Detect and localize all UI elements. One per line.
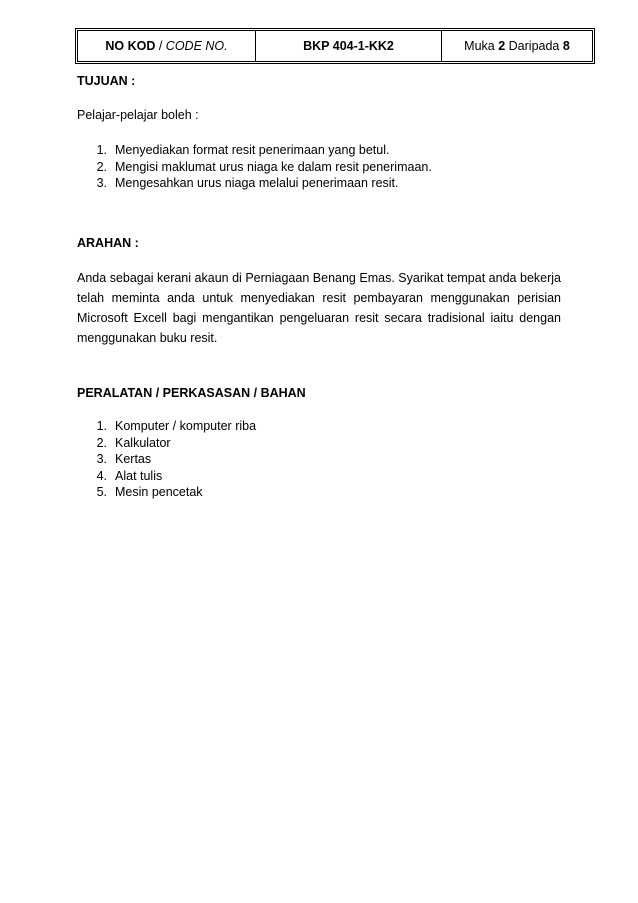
list-item: [77, 484, 256, 501]
list-item-text: Menyediakan format resit penerimaan yang betul.: [115, 143, 390, 157]
list-item-number: 4.: [96, 468, 107, 483]
arahan-heading: ARAHAN :: [77, 236, 139, 250]
list-item-text: Komputer / komputer riba: [115, 419, 257, 433]
list-item-text: Mesin pencetak: [115, 485, 203, 499]
list-item-number: 1.: [96, 143, 107, 157]
page-number-cell: [442, 31, 592, 61]
list-item-number: 2.: [96, 435, 107, 450]
list-item: [77, 159, 432, 176]
code-no-separator: /: [155, 39, 166, 53]
list-item-number: 5.: [96, 485, 107, 499]
page-current: 2: [498, 39, 506, 53]
list-item-text: Kertas: [115, 452, 152, 466]
page-total: 8: [562, 39, 570, 53]
list-item-number: 1.: [96, 419, 107, 433]
arahan-body: Anda sebagai kerani akaun di Perniagaan Benang Emas. Syarikat tempat anda bekerja telah meminta anda untuk menyediakan resit pembayaran menggunakan perisian Microsoft Excell bagi mengantikan pengeluaran resit secara tradisional iaitu dengan menggunakan buku resit.: [77, 271, 561, 345]
peralatan-heading: PERALATAN / PERKASASAN / BAHAN: [77, 386, 306, 400]
list-item: [77, 418, 256, 435]
list-item-text: Alat tulis: [115, 468, 163, 483]
page-prefix: Muka: [464, 39, 499, 53]
list-item-text: Mengisi maklumat urus niaga ke dalam resit penerimaan.: [115, 159, 432, 174]
tujuan-list: [77, 142, 432, 192]
page-mid: Daripada: [505, 39, 563, 53]
list-item: [77, 435, 256, 452]
list-item-number: 2.: [96, 159, 107, 174]
list-item: [77, 451, 256, 468]
list-item: [77, 142, 432, 159]
code-value-cell: [256, 31, 442, 61]
list-item: [77, 175, 432, 192]
code-value: BKP 404-1-KK2: [303, 39, 394, 53]
list-item-number: 3.: [96, 452, 107, 466]
tujuan-intro: Pelajar-pelajar boleh :: [77, 108, 199, 122]
code-no-label-english: CODE NO.: [165, 39, 228, 53]
peralatan-list: [77, 418, 256, 501]
list-item-text: Mengesahkan urus niaga melalui penerimaan resit.: [115, 176, 399, 190]
list-item-number: 3.: [96, 176, 107, 190]
tujuan-heading: TUJUAN :: [77, 74, 136, 88]
list-item-text: Kalkulator: [115, 435, 171, 450]
list-item: [77, 468, 256, 485]
code-no-label: NO KOD: [105, 39, 156, 53]
document-header-table: [75, 28, 595, 64]
code-no-cell: [78, 31, 256, 61]
